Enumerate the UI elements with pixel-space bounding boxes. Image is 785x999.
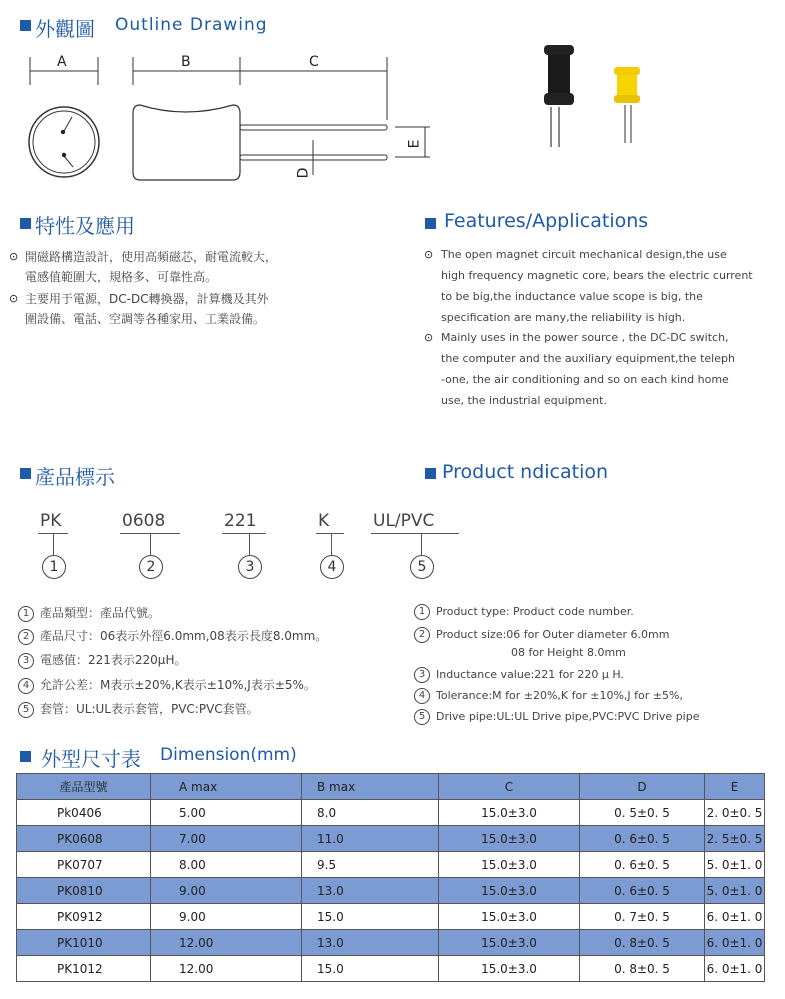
product-title-cn: 產品標示 bbox=[35, 465, 115, 489]
feature-en-1-line2: high frequency magnetic core, bears the electric current bbox=[441, 269, 753, 282]
feature-en-1-line4: specification are many,the reliability is high. bbox=[441, 311, 686, 324]
features-title-cn: 特性及應用 bbox=[35, 214, 135, 238]
dim-label-a: A bbox=[57, 54, 67, 70]
table-cell: 15.0±3.0 bbox=[439, 930, 580, 956]
table-cell: 13.0 bbox=[302, 930, 439, 956]
table-cell: 5. 0±1. 0 bbox=[705, 878, 765, 904]
feature-en-1-line1: The open magnet circuit mechanical design,the use bbox=[441, 248, 727, 261]
note-en-2: 2 Product size:06 for Outer diameter 6.0mm bbox=[414, 627, 669, 643]
table-row bbox=[17, 852, 765, 878]
table-cell: PK1010 bbox=[17, 930, 151, 956]
note-en-2b: 08 for Height 8.0mm bbox=[511, 646, 626, 659]
note-en-5: 5 Drive pipe:UL:UL Drive pipe,PVC:PVC Drive pipe bbox=[414, 709, 699, 725]
note-number: 5 bbox=[414, 709, 430, 725]
table-cell: 15.0±3.0 bbox=[439, 878, 580, 904]
underline bbox=[371, 533, 459, 534]
table-cell: 0. 5±0. 5 bbox=[580, 800, 705, 826]
table-cell: 13.0 bbox=[302, 878, 439, 904]
note-en-1: 1 Product type: Product code number. bbox=[414, 604, 634, 620]
note-cn-2: 2 產品尺寸：06表示外徑6.0mm,08表示長度8.0mm。 bbox=[18, 627, 327, 645]
inductor-photo bbox=[530, 35, 650, 155]
leader-line bbox=[331, 533, 332, 555]
feature-en-2-line2: the computer and the auxiliary equipment,the teleph bbox=[441, 352, 735, 365]
section-marker-icon bbox=[425, 218, 436, 229]
code-part-2: 0608 bbox=[122, 511, 166, 531]
table-cell: 15.0±3.0 bbox=[439, 852, 580, 878]
feature-en-2-line4: use, the industrial equipment. bbox=[441, 394, 607, 407]
bullet-icon: ⊙ bbox=[9, 292, 19, 305]
feature-cn-2-line2: 圍設備、電話、空調等各種家用、工業設備。 bbox=[25, 312, 266, 326]
table-cell: 12.00 bbox=[151, 930, 302, 956]
code-part-1: PK bbox=[40, 511, 62, 531]
note-number: 3 bbox=[414, 667, 430, 683]
table-cell: 15.0 bbox=[302, 956, 439, 982]
table-header-row bbox=[17, 774, 765, 800]
table-row bbox=[17, 800, 765, 826]
dimension-table bbox=[16, 773, 765, 982]
code-part-3: 221 bbox=[224, 511, 257, 531]
table-cell: 6. 0±1. 0 bbox=[705, 930, 765, 956]
outline-title-en: Outline Drawing bbox=[115, 15, 268, 35]
table-cell: 0. 8±0. 5 bbox=[580, 930, 705, 956]
note-cn-1: 1 產品類型：產品代號。 bbox=[18, 604, 160, 622]
bullet-icon: ⊙ bbox=[424, 331, 434, 344]
circle-number-5: 5 bbox=[410, 555, 434, 579]
table-cell: 7.00 bbox=[151, 826, 302, 852]
table-cell: PK1012 bbox=[17, 956, 151, 982]
feature-cn-1-line1: 開磁路構造設計，使用高頻磁芯，耐電流較大， bbox=[25, 250, 278, 264]
note-number: 5 bbox=[18, 702, 34, 718]
note-en-4: 4 Tolerance:M for ±20%,K for ±10%,J for ±5%, bbox=[414, 688, 683, 704]
table-cell: 15.0 bbox=[302, 904, 439, 930]
header-model: 產品型號 bbox=[17, 774, 151, 800]
table-cell: 9.5 bbox=[302, 852, 439, 878]
table-row bbox=[17, 904, 765, 930]
dim-label-b: B bbox=[181, 54, 191, 70]
feature-en-2-line3: -one, the air conditioning and so on each kind home bbox=[441, 373, 729, 386]
table-cell: 0. 6±0. 5 bbox=[580, 878, 705, 904]
product-title-en: Product ndication bbox=[442, 461, 609, 483]
section-marker-icon bbox=[20, 20, 31, 31]
section-marker-icon bbox=[425, 468, 436, 479]
circle-number-1: 1 bbox=[42, 555, 66, 579]
underline bbox=[316, 533, 344, 534]
dimension-title-cn: 外型尺寸表 bbox=[41, 747, 141, 771]
feature-en-1-line3: to be big,the inductance value scope is big, the bbox=[441, 290, 703, 303]
bullet-icon: ⊙ bbox=[424, 248, 434, 261]
table-cell: PK0707 bbox=[17, 852, 151, 878]
bullet-icon: ⊙ bbox=[9, 250, 19, 263]
code-part-4: K bbox=[318, 511, 330, 531]
header-d: D bbox=[580, 774, 705, 800]
note-number: 4 bbox=[18, 678, 34, 694]
dim-label-e: E bbox=[406, 139, 423, 149]
feature-cn-1-line2: 電感值範圍大，規格多、可靠性高。 bbox=[25, 270, 218, 284]
table-cell: 5.00 bbox=[151, 800, 302, 826]
note-number: 1 bbox=[18, 606, 34, 622]
table-cell: PK0810 bbox=[17, 878, 151, 904]
table-cell: 9.00 bbox=[151, 904, 302, 930]
table-cell: PK0912 bbox=[17, 904, 151, 930]
note-number: 2 bbox=[414, 627, 430, 643]
table-cell: 8.00 bbox=[151, 852, 302, 878]
table-cell: 15.0±3.0 bbox=[439, 826, 580, 852]
table-cell: 0. 6±0. 5 bbox=[580, 826, 705, 852]
table-row bbox=[17, 878, 765, 904]
note-en-3: 3 Inductance value:221 for 220 μ H. bbox=[414, 667, 624, 683]
section-marker-icon bbox=[20, 468, 31, 479]
table-cell: 0. 8±0. 5 bbox=[580, 956, 705, 982]
table-cell: 6. 0±1. 0 bbox=[705, 956, 765, 982]
table-cell: 15.0±3.0 bbox=[439, 800, 580, 826]
leader-line bbox=[249, 533, 250, 555]
header-c: C bbox=[439, 774, 580, 800]
table-cell: 2. 5±0. 5 bbox=[705, 826, 765, 852]
table-cell: 5. 0±1. 0 bbox=[705, 852, 765, 878]
note-cn-3: 3 電感值：221表示220μH。 bbox=[18, 651, 186, 669]
table-cell: 0. 7±0. 5 bbox=[580, 904, 705, 930]
header-e: E bbox=[705, 774, 765, 800]
underline bbox=[222, 533, 266, 534]
circle-number-3: 3 bbox=[238, 555, 262, 579]
table-cell: 8.0 bbox=[302, 800, 439, 826]
table-row bbox=[17, 956, 765, 982]
table-cell: Pk0406 bbox=[17, 800, 151, 826]
table-cell: 15.0±3.0 bbox=[439, 904, 580, 930]
header-a: A max bbox=[151, 774, 302, 800]
dim-label-c: C bbox=[309, 54, 319, 70]
table-cell: 2. 0±0. 5 bbox=[705, 800, 765, 826]
table-cell: PK0608 bbox=[17, 826, 151, 852]
table-row bbox=[17, 930, 765, 956]
note-number: 3 bbox=[18, 653, 34, 669]
table-cell: 6. 0±1. 0 bbox=[705, 904, 765, 930]
table-row bbox=[17, 826, 765, 852]
table-cell: 0. 6±0. 5 bbox=[580, 852, 705, 878]
table-cell: 11.0 bbox=[302, 826, 439, 852]
circle-number-4: 4 bbox=[320, 555, 344, 579]
dimension-title-en: Dimension(mm) bbox=[160, 745, 297, 765]
leader-line bbox=[421, 533, 422, 555]
note-number: 1 bbox=[414, 604, 430, 620]
table-cell: 15.0±3.0 bbox=[439, 956, 580, 982]
dim-label-d: D bbox=[295, 167, 312, 179]
section-marker-icon bbox=[20, 218, 31, 229]
leader-line bbox=[150, 533, 151, 555]
feature-cn-2-line1: 主要用于電源，DC-DC轉換器，計算機及其外 bbox=[25, 292, 269, 306]
note-cn-4: 4 允許公差：M表示±20%,K表示±10%,J表示±5%。 bbox=[18, 676, 316, 694]
note-number: 4 bbox=[414, 688, 430, 704]
circle-number-2: 2 bbox=[139, 555, 163, 579]
note-cn-5: 5 套管：UL:UL表示套管，PVC:PVC套管。 bbox=[18, 700, 259, 718]
feature-en-2-line1: Mainly uses in the power source , the DC-DC switch, bbox=[441, 331, 729, 344]
note-number: 2 bbox=[18, 629, 34, 645]
table-cell: 9.00 bbox=[151, 878, 302, 904]
section-marker-icon bbox=[20, 751, 31, 762]
features-title-en: Features/Applications bbox=[444, 210, 649, 232]
table-cell: 12.00 bbox=[151, 956, 302, 982]
code-part-5: UL/PVC bbox=[373, 511, 435, 531]
leader-line bbox=[53, 533, 54, 555]
outline-title-cn: 外觀圖 bbox=[35, 17, 95, 41]
header-b: B max bbox=[302, 774, 439, 800]
